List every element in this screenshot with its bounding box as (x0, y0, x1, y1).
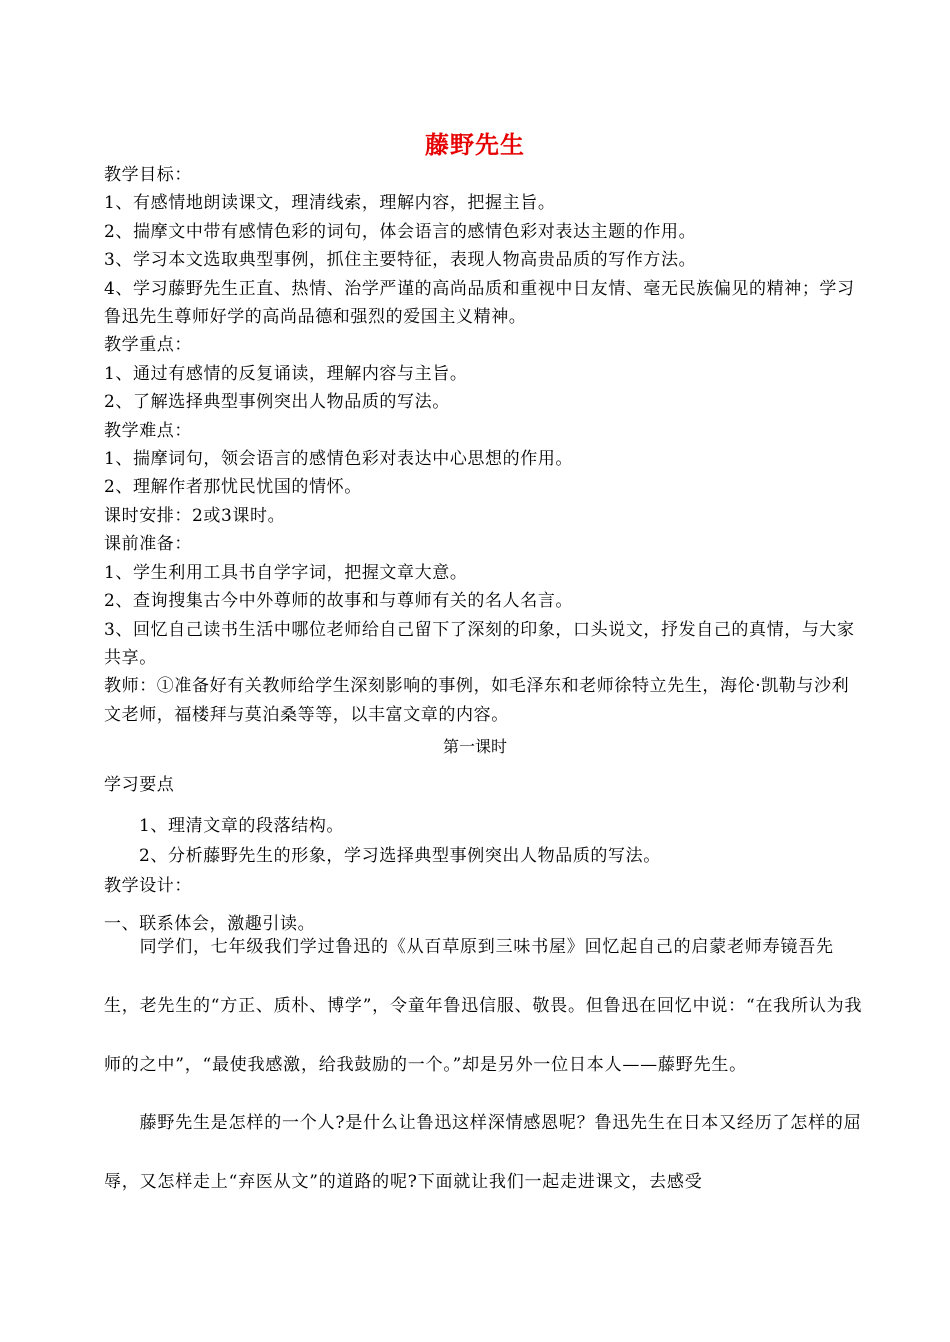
key-points-heading: 教学重点： (104, 335, 192, 356)
question-paragraph (104, 1094, 864, 1212)
study-point-item: 1、理清文章的段落结构。 (139, 816, 345, 836)
preparation-heading: 课前准备： (104, 534, 192, 555)
preparation-item: 3、回忆自己读书生活中哪位老师给自己留下了深刻的印象，口头说文，抒发自己的真情，与大家共享。 (104, 619, 855, 668)
objective-item: 4、学习藤野先生正直、热情、治学严谨的高尚品质和重视中日友情、毫无民族偏见的精神；学习鲁迅先生尊师好学的高尚品德和强烈的爱国主义精神。 (104, 278, 855, 328)
objective-item: 1、有感情地朗读课文，理清线索，理解内容，把握主旨。 (104, 193, 556, 214)
objective-item: 2、揣摩文中带有感情色彩的词句，体会语言的感情色彩对表达主题的作用。 (104, 221, 697, 242)
intro-paragraph (104, 918, 864, 1095)
objective-item: 3、学习本文选取典型事例，抓住主要特征，表现人物高贵品质的写作方法。 (104, 250, 697, 271)
paragraph-text: 同学们，七年级我们学过鲁迅的《从百草原到三味书屋》回忆起自己的启蒙老师寿镜吾先生，老先生的“方正、质朴、博学”，令童年鲁迅信服、敬畏。但鲁迅在回忆中说：“在我所认为我师的之中”，“最使我感激，给我鼓励的一个。”却是另外一位日本人——藤野先生。 (104, 937, 863, 1075)
difficulty-item: 1、揣摩词句，领会语言的感情色彩对表达中心思想的作用。 (104, 449, 574, 470)
key-point-item: 1、通过有感情的反复诵读，理解内容与主旨。 (104, 363, 468, 384)
document-title: 藤野先生 (425, 131, 525, 159)
lesson-heading: 第一课时 (442, 737, 507, 756)
study-point-item: 2、分析藤野先生的形象，学习选择典型事例突出人物品质的写法。 (139, 846, 661, 866)
paragraph-text: 藤野先生是怎样的一个人?是什么让鲁迅这样深情感恩呢？鲁迅先生在日本又经历了怎样的屈辱，又怎样走上“弃医从文”的道路的呢?下面就让我们一起走进课文，去感受 (104, 1113, 862, 1192)
intro-section (104, 161, 864, 729)
section-one-heading: 一、联系体会，激趣引读。 (104, 914, 316, 934)
difficulties-heading: 教学难点： (104, 420, 192, 441)
teacher-preparation: 教师：①准备好有关教师给学生深刻影响的事例，如毛泽东和老师徐特立先生，海伦·凯勒与沙利文老师，福楼拜与莫泊桑等等，以丰富文章的内容。 (104, 676, 850, 725)
objectives-heading: 教学目标： (104, 165, 192, 185)
key-point-item: 2、了解选择典型事例突出人物品质的写法。 (104, 392, 450, 413)
design-label: 教学设计： (104, 876, 192, 896)
study-points-label: 学习要点 (104, 775, 175, 795)
preparation-item: 1、学生利用工具书自学字词，把握文章大意。 (104, 562, 468, 583)
preparation-item: 2、查询搜集古今中外尊师的故事和与尊师有关的名人名言。 (104, 591, 574, 612)
schedule-line: 课时安排：2或3课时。 (104, 505, 286, 526)
difficulty-item: 2、理解作者那忧民忧国的情怀。 (104, 477, 362, 498)
